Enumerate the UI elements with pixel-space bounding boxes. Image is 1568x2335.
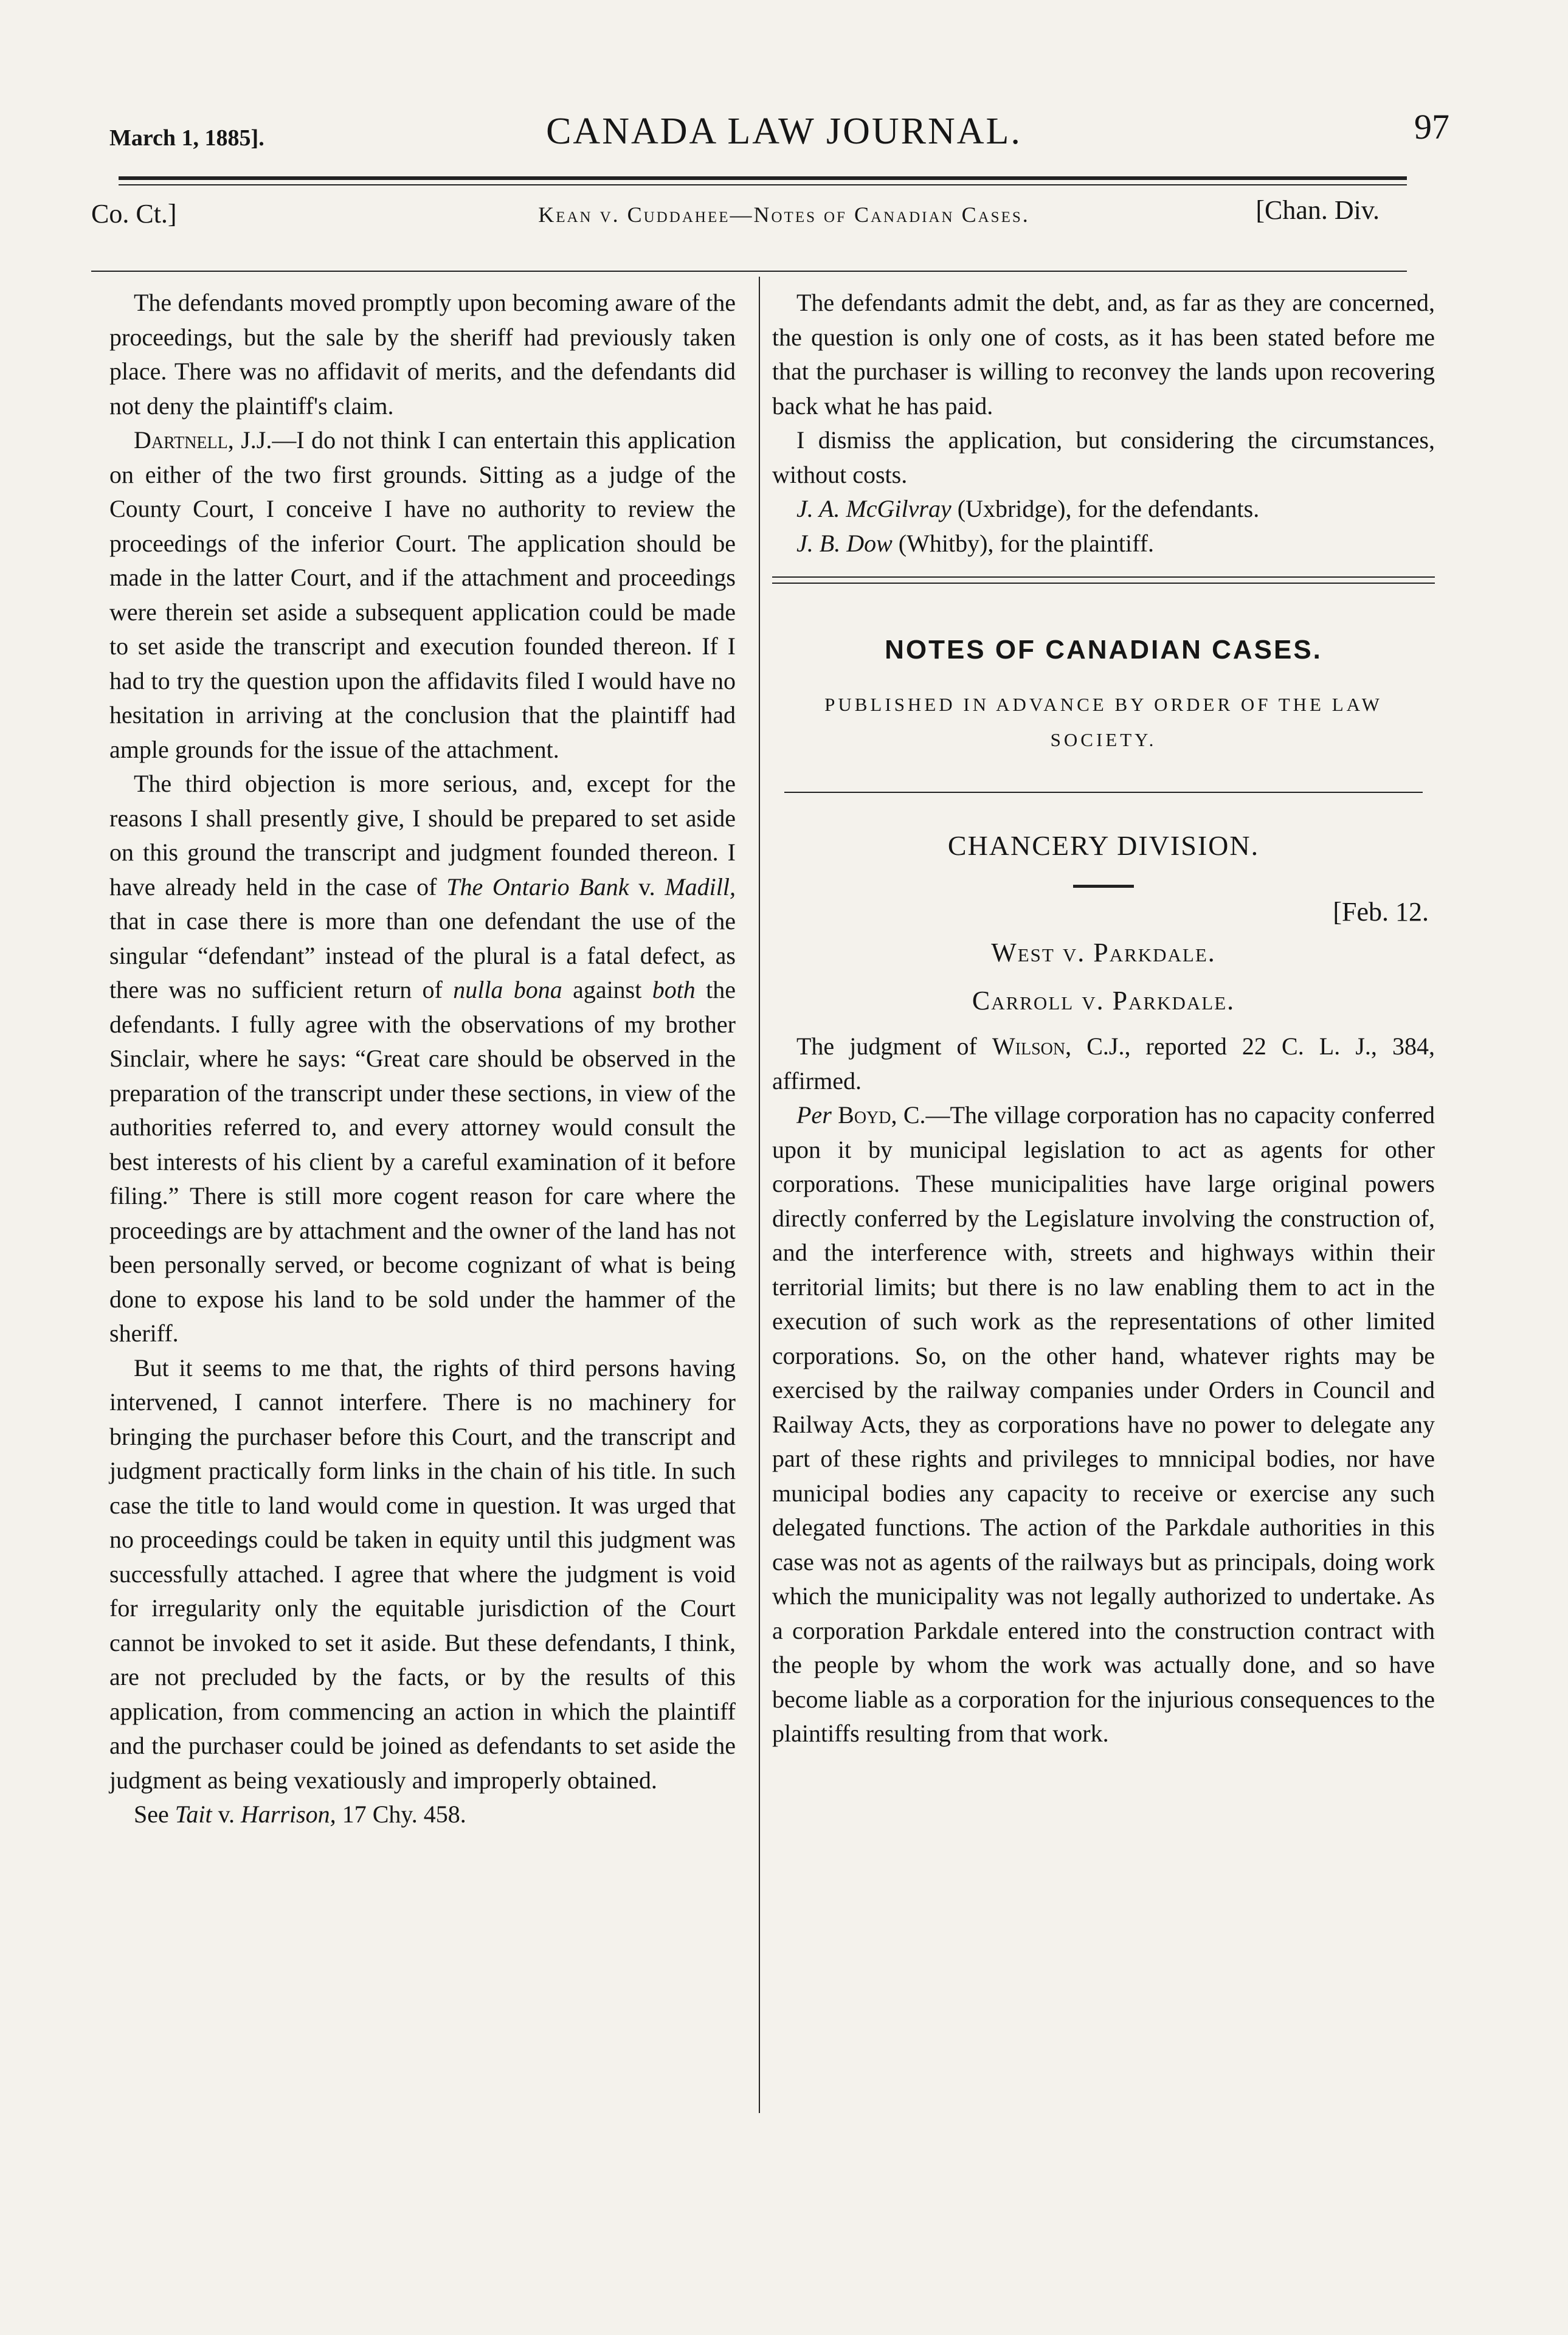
- paragraph: But it seems to me that, the rights of third persons having intervened, I cannot interfere. There is no machinery for bringing the purchaser before this Court, and the transcript and judgment practically form links in the chain of his title. In such case the title to land would come in question. It was urged that no proceedings could be taken in equity until this judgment was successfully attached. I agree that where the judgment is void for irregularity only the equitable jurisdiction of the Court cannot be invoked to set it aside. But these defendants, I think, are not precluded by the facts, or by the results of this application, from commencing an action in which the plaintiff and the purchaser could be joined as defendants to set aside the judgment as being vexatiously and improperly obtained.: [109, 1354, 736, 1794]
- paragraph: The defendants moved promptly upon becoming aware of the proceedings, but the sale by the sheriff had previously taken place. There was no affidavit of merits, and the defendants did not deny the plaintiff's claim.: [109, 289, 736, 420]
- right-column: [772, 286, 1435, 1751]
- paragraph: [109, 423, 736, 767]
- counsel-line: [772, 492, 1435, 527]
- left-column: [109, 286, 736, 1832]
- issue-date: March 1, 1885].: [109, 125, 264, 151]
- paragraph-text: The third objection is more serious, and, except for the reasons I shall presently give, I should be prepared to set aside on this ground the transcript and judgment founded thereon. I have already held in the case of: [109, 770, 736, 901]
- column-separator: [759, 277, 760, 2113]
- paragraph-text: —The village corporation has no capacity conferred upon it by municipal legislation to act as agents for other corporations. These municipalities have large original powers directly conferred by the Legislature involving the construction of, and the interference with, streets and highways within their territorial limits; but there is no law enabling them to act in the execution of such work as the representations of other limited corporations. So, on the other hand, whatever rights may be exercised by the railway companies under Orders in Council and Railway Acts, they as corporations have no power to delegate any part of these rights and privileges to mnnicipal bodies, nor have municipal bodies any capacity to receive or exercise any such delegated functions. The action of the Parkdale authorities in this case was not as agents of the railways but as principals, doing work which the municipality was not legally authorized to undertake. As a corporation Parkdale entered into the construction contract with the people by whom the work was actually done, and so have become liable as a corporation for the injurious consequences to the plaintiffs resulting from that work.: [772, 1101, 1435, 1747]
- paragraph-text: against: [562, 976, 652, 1003]
- counsel-line: [772, 527, 1435, 561]
- journal-title: CANADA LAW JOURNAL.: [546, 111, 1022, 152]
- short-rule: [1073, 885, 1134, 888]
- counsel-text: (Whitby), for the plaintiff.: [892, 529, 1155, 557]
- paragraph-text: —I do not think I can entertain this application on either of the two first grounds. Sitting as a judge of the County Court, I conceive I have no authority to review the proceedings of the inferior Court. The application should be made in the latter Court, and if the attachment and proceedings were therein set aside a subsequent application could be made to set aside the transcript and execution founded thereon. If I had to try the question upon the affidavits filed I would have no hesitation in arriving at the conclusion that the plaintiff had ample grounds for the issue of the attachment.: [109, 426, 736, 763]
- paragraph-text: the defendants. I fully agree with the observations of my brother Sinclair, where he says: “Great care should be observed in the preparation of the transcript under these sections, in view of the authorities referred to, and every attorney would consult the best interests of his client by a careful examination of it before filing.” There is still more cogent reason for care where the proceedings are by attachment and the owner of the land has not been personally served, or become cognizant of what is being done to expose his land to be sold under the hammer of the sheriff.: [109, 976, 736, 1347]
- judge-name: Wilson, C.J.: [992, 1033, 1125, 1060]
- case-name: Harrison,: [240, 1801, 336, 1828]
- division-label: [Chan. Div.: [1255, 195, 1380, 225]
- court-label: Co. Ct.]: [91, 199, 177, 229]
- header-rule-thin: [119, 184, 1407, 185]
- paragraph: I dismiss the application, but considering the circumstances, without costs.: [772, 426, 1435, 488]
- paragraph: [772, 1098, 1435, 1751]
- division-heading: CHANCERY DIVISION.: [947, 830, 1260, 861]
- per-label: Per: [796, 1101, 832, 1129]
- paragraph-text: v.: [629, 873, 665, 901]
- counsel-text: (Uxbridge), for the defendants.: [951, 495, 1260, 522]
- paragraph-text: that in case there is more than one defendant the use of the singular “defendant” instead of the plural is a fatal defect, as there was no sufficient return of: [109, 907, 736, 1003]
- section-rule: [772, 583, 1435, 584]
- emphasis: both: [652, 976, 696, 1003]
- running-title: Kean v. Cuddahee—Notes of Canadian Cases.: [538, 202, 1030, 227]
- section-rule: [772, 576, 1435, 578]
- citation-text: See: [134, 1801, 175, 1828]
- separator-rule: [784, 792, 1423, 793]
- paragraph-text: The judgment of: [796, 1033, 992, 1060]
- section-heading: NOTES OF CANADIAN CASES.: [885, 635, 1322, 665]
- citation-text: 17 Chy. 458.: [336, 1801, 466, 1828]
- case-name: Tait: [174, 1801, 212, 1828]
- case-name: The Ontario Bank: [446, 873, 629, 901]
- counsel-name: J. B. Dow: [796, 529, 893, 557]
- subheader: [91, 195, 1477, 231]
- case-title: West v. Parkdale.: [991, 938, 1216, 967]
- judge-name: Boyd, C.: [831, 1101, 926, 1129]
- judge-name: Dartnell, J.J.: [134, 426, 272, 454]
- running-header: [91, 106, 1477, 161]
- citation-text: v.: [212, 1801, 241, 1828]
- case-name: Madill,: [665, 873, 736, 901]
- case-date: [Feb. 12.: [1333, 897, 1429, 927]
- counsel-name: J. A. McGilvray: [796, 495, 952, 522]
- latin-term: nulla bona: [453, 976, 562, 1003]
- citation: [109, 1797, 736, 1832]
- page-number: 97: [1414, 107, 1449, 147]
- paragraph: [772, 1029, 1435, 1098]
- paragraph: [109, 767, 736, 1351]
- subheader-rule: [91, 271, 1407, 272]
- paragraph: The defendants admit the debt, and, as far as they are concerned, the question is only one of costs, as it has been stated before me that the purchaser is willing to reconvey the lands upon recovering back what he has paid.: [772, 289, 1435, 420]
- case-title: Carroll v. Parkdale.: [972, 986, 1235, 1015]
- paragraph-text: , reported 22 C. L. J., 384, affirmed.: [772, 1033, 1435, 1095]
- header-rule-thick: [119, 176, 1407, 180]
- section-subheading: PUBLISHED IN ADVANCE BY ORDER OF THE LAW SOCIETY.: [824, 694, 1383, 750]
